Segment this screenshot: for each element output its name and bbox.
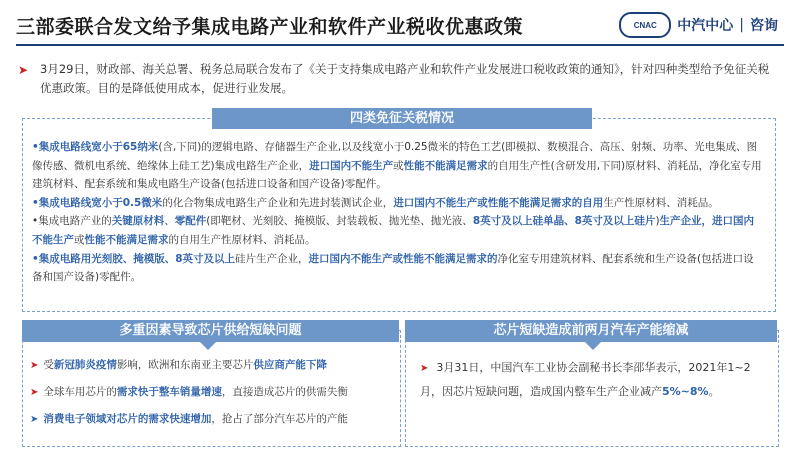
main-item-3 [32,212,764,249]
item-text: (含,下同)的逻辑电路、存储器生产企业,以及线宽小于0.25微米的特色工艺(即模拟、数模混合、高压、射频、功率、光电集成、图像传感、微机电系统、绝缘体上硅工艺)集成电路生产企业， [32,141,758,172]
list-item [30,352,396,379]
arrow-bullet-icon: ➤ [30,414,39,425]
arrow-bullet-icon: ➤ [18,63,29,77]
brand-logo [619,12,778,38]
item-text: 或 [74,233,85,246]
item-text: 或 [393,159,404,172]
item-highlight: 8英寸及以上硅单晶、8英寸及以上硅片 [472,215,656,228]
item-text: 受 [43,359,54,371]
item-text: 生产性原材料、消耗品。 [603,196,719,209]
item-text: 硅片生产企业， [235,252,309,265]
arrow-bullet-icon: ➤ [420,363,429,374]
logo-separator: | [739,17,744,33]
item-highlight: 关键原材料 [111,215,165,228]
item-highlight: 进口国内不能生产 [309,159,394,172]
main-item-2 [32,194,764,213]
item-highlight: 进口国内不能生产或性能不能满足需求的 [308,252,498,265]
page-title: 三部委联合发文给予集成电路产业和软件产业税收优惠政策 [16,16,524,38]
item-highlight: 零配件 [174,215,207,228]
item-text: ，直接造成芯片的供需失衡 [221,386,348,398]
item-highlight: 性能不能满足需求 [403,159,488,172]
item-highlight: 消费电子领域对芯片的需求快速增加 [43,413,212,425]
arrow-bullet-icon: ➤ [30,387,39,398]
logo-mark: CNAC [619,12,671,38]
item-highlight: 供应商产能下降 [253,359,327,371]
main-content [32,138,764,287]
left-pointer-icon [200,342,216,350]
item-highlight: •集成电路用光刻胶、掩模版、8英寸及以上 [32,252,236,265]
item-highlight: 需求快于整车销量增速 [116,386,222,398]
right-tail: 。 [708,385,720,398]
right-heading: 芯片短缺造成前两月汽车产能缩减 [405,320,777,342]
item-highlight: 进口国内不能生产或性能不能满足需求的自用 [393,196,604,209]
item-text: ，抢占了部分汽车芯片的产能 [211,413,348,425]
item-text: 净化室专用建筑材料、配套系统和生产设备(包括进口设备和国产设备)零配件。 [32,252,754,284]
right-text: 3月31日，中国汽车工业协会副秘书长李邵华表示，2021年1~2月，因芯片短缺问题，造成国内整车生产企业减产 [420,361,751,398]
right-content [420,356,760,403]
left-list [30,352,396,433]
item-text: (即靶材、光刻胶、掩模版、封装载板、抛光垫、抛光液、 [206,215,473,228]
right-highlight: 5%~8% [662,385,709,398]
list-item [30,406,396,433]
item-highlight: •集成电路线宽小于0.5微米 [32,196,163,209]
list-item [30,379,396,406]
logo-subtitle: 咨询 [750,18,778,34]
item-text: 的化合物集成电路生产企业和先进封装测试企业， [162,196,394,209]
item-highlight: •集成电路线宽小于65纳米 [32,141,159,153]
main-heading: 四类免征关税情况 [212,108,592,129]
item-text: ) [655,215,660,228]
arrow-bullet-icon: ➤ [30,360,39,371]
item-text: 全球车用芯片的 [43,386,117,398]
item-text: 的自用生产性原材料、消耗品。 [168,233,316,246]
item-text: 、 [164,215,175,228]
item-text: 影响，欧洲和东南亚主要芯片 [116,359,254,371]
logo-name: 中汽中心 [677,18,734,34]
item-text: •集成电路产业的 [32,215,112,228]
right-pointer-icon [585,342,601,350]
main-item-4 [32,250,764,287]
item-highlight: 新冠肺炎疫情 [53,359,117,371]
title-rule [16,44,784,46]
intro-paragraph: 3月29日，财政部、海关总署、税务总局联合发布了《关于支持集成电路产业和软件产业发展进口税收政策的通知》，针对四种类型给予免征关税优惠政策。目的是降低使用成本，促进行业发展。 [40,62,770,95]
item-text: 的自用生产性(含研发用,下同)原材料、消耗品，净化室专用建筑材料、配套系统和集成电路生产设备(包括进口设备和国产设备)零配件。 [32,159,762,191]
item-highlight: 性能不能满足需求 [84,233,169,246]
item-highlight: 生产企业，进口国内不能生产 [32,215,755,246]
main-item-1 [32,138,764,194]
left-heading: 多重因素导致芯片供给短缺问题 [22,320,399,342]
